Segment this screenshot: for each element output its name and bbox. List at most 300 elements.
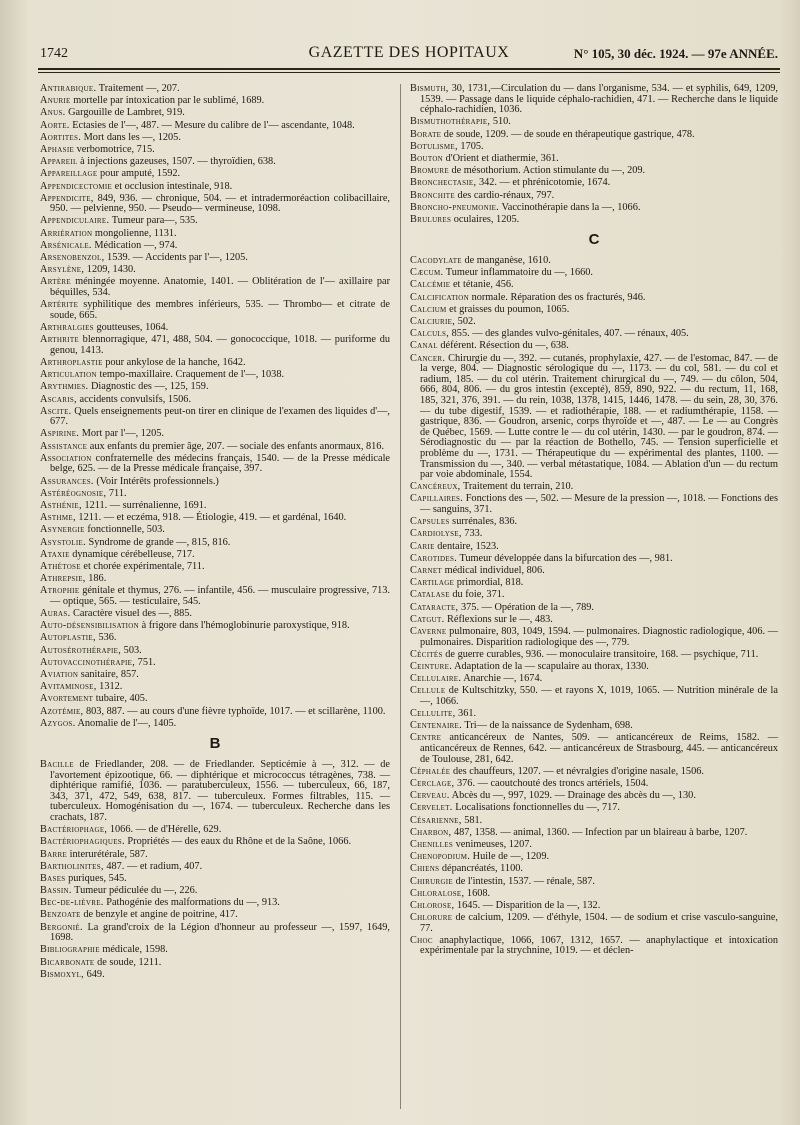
index-entry: [410, 268, 778, 279]
index-keyword: Bismoxyl,: [40, 968, 85, 980]
index-keyword: Calculs,: [410, 328, 450, 340]
index-references: 581.: [461, 814, 483, 826]
index-keyword: Aorte.: [40, 119, 70, 131]
index-keyword: Cécités: [410, 648, 443, 660]
index-keyword: Association: [40, 452, 92, 464]
index-entry: [40, 970, 390, 981]
index-entry: [40, 253, 390, 264]
index-entry: [40, 182, 390, 193]
index-keyword: Bactériophagiques.: [40, 836, 125, 848]
index-keyword: Borate: [410, 128, 442, 140]
index-references: venimeuses, 1207.: [453, 838, 532, 850]
column-divider: [400, 84, 401, 1109]
index-keyword: Cancer.: [410, 352, 446, 364]
index-entry: [40, 216, 390, 227]
index-keyword: Centre: [410, 732, 442, 744]
index-entry: [40, 370, 390, 381]
index-keyword: Bicarbonate: [40, 956, 95, 968]
index-keyword: Cataracte,: [410, 601, 459, 613]
index-keyword: Bassin.: [40, 885, 72, 897]
index-keyword: Calcification: [410, 291, 469, 303]
index-keyword: Auras.: [40, 608, 71, 620]
index-keyword: Cellulite,: [410, 708, 456, 720]
index-entry: [410, 936, 778, 957]
index-entry: [40, 157, 390, 168]
index-keyword: Aphasie: [40, 143, 75, 155]
page-number: 1742: [40, 46, 68, 61]
index-references: 1211. — surrénalienne, 1691.: [81, 500, 207, 511]
index-references: Diagnostic des —, 125, 159.: [88, 381, 209, 393]
index-references: (Voir Intérêts professionnels.): [93, 475, 219, 487]
index-entry: [40, 358, 390, 369]
index-entry: [410, 142, 778, 153]
index-references: 751.: [135, 656, 156, 668]
index-entry: [40, 96, 390, 107]
index-references: 487. — et radium, 407.: [103, 860, 203, 872]
index-entry: [410, 117, 778, 128]
index-references: 849, 936. — chronique, 504. — et intradermoréaction colibacillaire, 950. — pelvienne, 950. — Pseudo— vermineuse, 1098.: [50, 192, 390, 215]
index-keyword: Cardiolyse,: [410, 528, 462, 540]
index-keyword: Carnet: [410, 565, 442, 576]
index-keyword: Autosérothérapie,: [40, 644, 122, 656]
index-column-right: [410, 84, 778, 959]
index-entry: [410, 542, 778, 553]
index-entry: [410, 84, 778, 116]
index-references: pour ankylose de la hanche, 1642.: [102, 356, 246, 368]
index-references: de mésothorium. Action stimulante du —, 209.: [448, 165, 646, 177]
index-keyword: Bismuthothérapie,: [410, 116, 491, 128]
index-entry: [410, 305, 778, 316]
index-keyword: Assistance: [40, 440, 88, 452]
index-references: des cardio-rénaux, 797.: [454, 189, 555, 201]
index-keyword: Catalase: [410, 589, 450, 601]
index-references: 1066. — de d'Hérelle, 629.: [107, 824, 222, 836]
index-keyword: Brulures: [410, 213, 452, 225]
index-entry: [410, 889, 778, 900]
index-entry: [40, 335, 390, 356]
index-keyword: Avitaminose,: [40, 681, 97, 693]
index-references: 1312.: [96, 681, 123, 693]
index-keyword: Césarienne,: [410, 814, 462, 826]
index-references: sanitaire, 857.: [78, 669, 139, 681]
index-entry: [410, 767, 778, 778]
index-references: pour amputé, 1592.: [97, 168, 181, 180]
index-keyword: Assurances.: [40, 475, 94, 487]
index-references: Fonctions des —, 502. — Mesure de la pression —, 1018. — Fonctions des — sanguins, 371.: [420, 493, 778, 516]
index-keyword: Asthme,: [40, 512, 76, 524]
index-entry: [410, 517, 778, 528]
index-keyword: Bactériophage,: [40, 824, 108, 836]
index-entry: [410, 913, 778, 934]
index-entry: [410, 603, 778, 614]
index-references: de calcium, 1209. — d'éthyle, 1504. — de sodium et crise vasculo-sanguine, 77.: [420, 912, 778, 934]
index-references: 1705.: [457, 140, 484, 152]
index-keyword: Bartholinites,: [40, 860, 104, 872]
index-entry: [40, 621, 390, 632]
index-entry: [410, 354, 778, 481]
index-entry: [40, 169, 390, 180]
index-references: Quels enseignements peut-on tirer en clinique de l'examen des liquides d'—, 677.: [50, 405, 390, 428]
index-entry: [40, 395, 390, 406]
index-references: anticancéreux de Nantes, 509. — anticancéreux de Reims, 1582. — anticancéreux de Rennes, 642. — anticancéreux de Strasbourg, 445. — anticancéreux de Toulouse, 281, 642.: [420, 732, 778, 765]
index-keyword: Appendicite,: [40, 192, 94, 204]
index-keyword: Arsenobenzol,: [40, 252, 105, 264]
index-references: 536.: [95, 632, 117, 644]
index-references: Tumeur pédiculée du —, 226.: [71, 885, 198, 897]
index-keyword: Calcémie: [410, 279, 451, 291]
index-references: Réflexions sur le —, 483.: [444, 613, 553, 625]
index-references: 510.: [490, 116, 511, 128]
index-references: Tumeur développée dans la bifurcation des —, 981.: [457, 552, 673, 564]
index-keyword: Autovaccinothérapie,: [40, 656, 136, 668]
index-entry: [410, 317, 778, 328]
index-references: Syndrome de grande —, 815, 816.: [85, 536, 231, 548]
index-keyword: Capillaires.: [410, 493, 464, 505]
index-keyword: Canal: [410, 340, 438, 352]
index-keyword: Antirabique.: [40, 83, 97, 94]
header-rule-thin: [38, 72, 780, 73]
index-references: de benzyle et angine de poitrine, 417.: [80, 909, 238, 921]
index-entry: [410, 828, 778, 839]
index-references: Localisations fonctionnelles du —, 717.: [452, 802, 620, 814]
index-references: aux enfants du premier âge, 207. — sociale des enfants anormaux, 816.: [87, 440, 385, 452]
index-references: à frigore dans l'hémoglobinurie paroxystique, 918.: [139, 620, 350, 632]
index-entry: [40, 825, 390, 836]
index-references: tubaire, 405.: [93, 693, 148, 705]
index-entry: [410, 256, 778, 267]
index-entry: [410, 178, 778, 189]
index-entry: [410, 615, 778, 626]
index-references: du foie, 371.: [449, 589, 505, 601]
index-entry: [410, 864, 778, 875]
index-entry: [40, 923, 390, 944]
index-keyword: Bismuth,: [410, 83, 449, 94]
index-keyword: Bronchite: [410, 189, 455, 201]
index-entry: [40, 477, 390, 488]
index-references: et occlusion intestinale, 918.: [112, 180, 233, 192]
index-keyword: Chlorose,: [410, 899, 455, 911]
index-references: Mort dans les —, 1205.: [81, 131, 181, 143]
index-references: Caractère visuel des —, 885.: [70, 608, 193, 620]
index-keyword: Calcium: [410, 303, 447, 315]
index-keyword: Cancéreux,: [410, 481, 461, 493]
index-references: de Friedlander, 208. — de Friedlander. Septicémie à —, 312. — de l'avortement épizootique, 66. — diphtérique et micrococcus tétragènes, 738. — diphtérique ramifié, 1036. — paratuberculeux, 1556. — tuberculeux, 66, 187, 343, 371, 472, 549, 638, 817. — tuberculeux. Formes filtrables, 115. — tuberculeux. Homogénisation du —, 1674. — tuberculeux. Recherche dans les crachats, 187.: [50, 758, 390, 823]
index-keyword: Chloralose,: [410, 887, 465, 899]
index-entry: [40, 646, 390, 657]
index-references: syphilitique des membres inférieurs, 535. — Thrombo— et citrate de soude, 665.: [50, 299, 390, 321]
index-references: confraternelle des médecins français, 1540. — de la Presse médicale belge, 625. — de la Presse médicale française, 397.: [50, 452, 390, 475]
index-references: 376. — caoutchouté des troncs artériels, 1504.: [454, 778, 649, 789]
index-entry: [40, 760, 390, 824]
index-keyword: Anus.: [40, 107, 66, 119]
index-keyword: Benzoate: [40, 909, 81, 921]
index-keyword: Bouton: [410, 152, 444, 164]
index-entry: [410, 721, 778, 732]
index-references: puriques, 545.: [65, 872, 127, 884]
index-references: et graisses du poumon, 1065.: [446, 303, 570, 315]
issue-info: N° 105, 30 déc. 1924. — 97e ANNÉE.: [573, 46, 778, 61]
index-keyword: Broncho-pneumonie.: [410, 201, 500, 213]
index-keyword: Azotémie,: [40, 705, 84, 717]
index-keyword: Centenaire.: [410, 720, 463, 732]
index-keyword: Cervelet.: [410, 802, 453, 814]
index-keyword: Bec-de-lièvre.: [40, 897, 104, 909]
index-keyword: Ataxie: [40, 548, 70, 560]
index-references: 711.: [106, 487, 127, 499]
index-keyword: Bergonié.: [40, 921, 83, 933]
index-references: dynamique cérébelleuse, 717.: [69, 548, 195, 560]
index-keyword: Cæcum.: [410, 267, 444, 279]
index-keyword: Aortites.: [40, 131, 82, 143]
index-references: 375. — Opération de la —, 789.: [458, 601, 594, 613]
index-keyword: Bases: [40, 872, 66, 884]
index-entry: [410, 816, 778, 827]
index-entry: [40, 694, 390, 705]
journal-title: GAZETTE DES HOPITAUX: [308, 44, 510, 61]
index-keyword: Cellulaire.: [410, 673, 462, 685]
index-references: mortelle par intoxication par le sublimé, 1689.: [70, 95, 265, 107]
index-entry: [40, 454, 390, 475]
index-keyword: Aspirine.: [40, 428, 80, 440]
index-references: La grand'croix de la Légion d'honneur au professeur —, 1597, 1649, 1698.: [50, 921, 390, 944]
index-references: Chirurgie du —, 392. — cutanés, prophylaxie, 427. — de l'estomac, 847. — de la verge, 804. — Diagnostic sérologique du —, 1173. — du col, 581. — du col et radium, 185. — du col utérin. Traitement chirurgical du —, 749. — du côlon, 504, 666, 804, 806. — du gros intestin (excepté), 859, 890, 922. — du rectum, 11, 168, 185, 321, 376, 391. — du rein, 1038, 1378, 1415, 1446, 1478. — du sein, 28, 30, 376. — du tube digestif, 1539. — et radiothérapie, 188. — et radiumthérapie, 1158. — gastrique, 836. — Goudron, arsenic, corps thyroïde et —, 487. — Le — au Congrès de Québec, 1569. — Lutte contre le — du col utérin, 1430. — par le goudron, 874. — Sérodiagnostic du — par la réaction de Bothello, 745. — Tension superficielle et problème du —, 1731. — Thérapeutique du — expérimental des plantes, 1100. — Transmission du —, 340. — verbal métastatique, 1084. — Ablation d'un — du rectum par voie abdominale, 1554.: [420, 352, 778, 481]
index-keyword: Auto-désensibilisation: [40, 620, 140, 632]
index-entry: [410, 280, 778, 291]
index-references: 30, 1731,—Circulation du — dans l'organisme, 534. — et syphilis, 649, 1209, 1539. — Passage dans le liquide céphalo-rachidien, 471. — Recherche dans le liquide céphalo-rachidien, 1036.: [420, 83, 778, 116]
index-entry: [40, 229, 390, 240]
index-entry: [410, 341, 778, 352]
index-entry: [410, 590, 778, 601]
index-references: Huile de —, 1209.: [470, 851, 550, 863]
index-entry: [40, 133, 390, 144]
index-references: Médication —, 974.: [91, 239, 178, 251]
index-keyword: Aviation: [40, 669, 79, 681]
index-keyword: Articulation: [40, 369, 97, 381]
index-references: tempo-maxillaire. Craquement de l'—, 1038.: [96, 369, 285, 381]
index-entry: [40, 442, 390, 453]
index-entry: [40, 407, 390, 428]
index-keyword: Arsylène,: [40, 264, 85, 276]
index-entry: [40, 323, 390, 334]
index-keyword: Chirurgie: [410, 875, 454, 887]
index-entry: [40, 525, 390, 536]
index-entry: [410, 840, 778, 851]
index-references: accidents convulsifs, 1506.: [76, 393, 192, 405]
index-references: Propriétés — des eaux du Rhône et de la Saône, 1066.: [124, 836, 352, 848]
index-keyword: Arthralgies: [40, 321, 94, 333]
index-keyword: Calciurie,: [410, 316, 456, 327]
index-keyword: Catgut.: [410, 613, 445, 625]
index-entry: [410, 166, 778, 177]
index-keyword: Asthénie,: [40, 500, 82, 511]
index-references: Mort par l'—, 1205.: [79, 428, 164, 440]
index-entry: [410, 877, 778, 888]
index-references: normale. Réparation des os fracturés, 946.: [469, 291, 646, 303]
index-references: primordial, 818.: [454, 577, 524, 589]
index-references: des chauffeurs, 1207. — et névralgies d'origine nasale, 1506.: [450, 765, 704, 777]
index-entry: [410, 130, 778, 141]
index-entry: [40, 300, 390, 321]
index-references: Anarchie —, 1674.: [461, 673, 543, 685]
index-references: de Kultschitzky, 550. — et rayons X, 1019, 1065. — Nutrition minérale de la —, 1066.: [420, 685, 778, 707]
index-entry: [410, 293, 778, 304]
index-keyword: Cartilage: [410, 577, 455, 589]
index-entry: [410, 674, 778, 685]
index-entry: [40, 429, 390, 440]
index-entry: [410, 554, 778, 565]
index-references: Pathogénie des malformations du —, 913.: [103, 897, 280, 909]
index-entry: [410, 662, 778, 673]
index-keyword: Caverne: [410, 625, 447, 637]
index-references: 803, 887. — au cours d'une fièvre typhoïde, 1017. — et scillarène, 1100.: [83, 705, 386, 717]
index-keyword: Cerveau.: [410, 790, 450, 802]
index-keyword: Appareillage: [40, 168, 98, 180]
header-rule: [38, 68, 780, 70]
index-references: 649.: [84, 968, 105, 980]
index-entry: [40, 538, 390, 549]
index-entry: [40, 886, 390, 897]
index-entry: [410, 578, 778, 589]
index-keyword: Anurie: [40, 95, 71, 107]
index-references: médicale, 1598.: [99, 944, 168, 956]
index-entry: [40, 874, 390, 885]
index-entry: [410, 191, 778, 202]
index-entry: [410, 733, 778, 765]
index-keyword: Appendicectomie: [40, 180, 113, 192]
index-keyword: Chenopodium.: [410, 851, 471, 863]
index-references: dentaire, 1523.: [434, 540, 499, 552]
index-keyword: Appendiculaire.: [40, 215, 110, 227]
index-entry: [40, 194, 390, 215]
index-entry: [40, 633, 390, 644]
index-references: dépancréatés, 1100.: [439, 863, 523, 875]
index-entry: [40, 945, 390, 956]
index-references: de manganèse, 1610.: [461, 255, 551, 267]
index-references: 503.: [121, 644, 142, 656]
index-keyword: Chlorure: [410, 912, 453, 924]
index-references: d'Orient et diathermie, 361.: [443, 152, 559, 164]
index-keyword: Céphalée: [410, 765, 451, 777]
index-entry: [40, 108, 390, 119]
index-references: et tétanie, 456.: [450, 279, 514, 291]
index-keyword: Carotides.: [410, 552, 458, 564]
index-entry: [410, 329, 778, 340]
index-references: 487, 1358. — animal, 1360. — Infection par un blaireau à barbe, 1207.: [451, 826, 748, 838]
index-references: et chorée expérimentale, 711.: [80, 560, 205, 572]
index-keyword: Avortement: [40, 693, 94, 705]
index-keyword: Athrepsie,: [40, 573, 86, 585]
index-entry: [40, 862, 390, 873]
index-keyword: Ascite.: [40, 405, 72, 417]
index-references: Traitement du terrain, 210.: [460, 481, 574, 493]
index-references: génitale et thymus, 276. — infantile, 456. — musculaire progressive, 713. — optique, 565. — testiculaire, 545.: [50, 585, 390, 607]
index-references: de l'intestin, 1537. — rénale, 587.: [453, 875, 595, 887]
index-entry: [40, 513, 390, 524]
index-references: de guerre curables, 936. — monoculaire transitoire, 168. — psychique, 711.: [442, 648, 759, 660]
index-references: verbomotrice, 715.: [74, 143, 155, 155]
index-entry: [40, 241, 390, 252]
index-keyword: Artère: [40, 276, 71, 288]
index-keyword: Bibliographie: [40, 944, 100, 956]
index-keyword: Bacille: [40, 758, 74, 770]
index-references: 1608.: [464, 887, 491, 899]
index-keyword: Barre: [40, 848, 68, 860]
index-references: méningée moyenne. Anatomie, 1401. — Oblitération de l'— axillaire par béquilles, 534.: [50, 276, 390, 298]
index-entry: [40, 609, 390, 620]
index-entry: [410, 215, 778, 226]
index-entry: [410, 154, 778, 165]
index-keyword: Athétose: [40, 560, 81, 572]
index-entry: [410, 566, 778, 577]
index-entry: [40, 658, 390, 669]
index-entry: [40, 84, 390, 95]
index-references: Gargouille de Lambret, 919.: [65, 107, 185, 119]
index-keyword: Cacodylate: [410, 255, 462, 267]
index-keyword: Arriération: [40, 227, 93, 239]
index-entry: [410, 203, 778, 214]
index-references: de soude, 1209. — de soude en thérapeutique gastrique, 478.: [441, 128, 695, 140]
index-entry: [40, 586, 390, 607]
index-references: 361.: [455, 708, 477, 720]
index-entry: [410, 852, 778, 863]
index-references: 502.: [455, 316, 476, 327]
index-keyword: Appareil: [40, 156, 78, 168]
page-header: [40, 44, 778, 68]
index-keyword: Ceinture.: [410, 660, 453, 672]
index-references: Tumeur inflammatoire du —, 1660.: [443, 267, 594, 279]
index-entry: [410, 529, 778, 540]
index-keyword: Bronchectasie,: [410, 177, 477, 189]
index-references: 733.: [461, 528, 483, 540]
index-entry: [40, 562, 390, 573]
index-entry: [410, 686, 778, 707]
index-references: 855. — des glandes vulvo-génitales, 407. — rénaux, 405.: [449, 328, 689, 340]
index-entry: [410, 709, 778, 720]
index-references: à injections gazeuses, 1507. — thyroïdien, 638.: [77, 156, 276, 168]
index-entry: [410, 482, 778, 493]
index-references: blennorragique, 471, 488, 504. — gonococcique, 1018. — puriforme du genou, 1413.: [50, 334, 390, 356]
index-entry: [40, 277, 390, 298]
index-keyword: Asystolie.: [40, 536, 86, 548]
index-entry: [40, 670, 390, 681]
index-references: anaphylactique, 1066, 1067, 1312, 1657. — anaphylactique et intoxication expérimentale par la strychnine, 1019. — et déclen-: [420, 934, 778, 957]
index-entry: [40, 707, 390, 718]
index-references: interurétérale, 587.: [67, 848, 148, 860]
index-column-left: [40, 84, 390, 982]
index-entry: [40, 501, 390, 512]
index-entry: [410, 901, 778, 912]
index-keyword: Azygos.: [40, 717, 76, 729]
index-entry: [40, 265, 390, 276]
index-references: 342. — et phrénicotomie, 1674.: [476, 177, 611, 189]
index-references: pulmonaire, 803, 1049, 1594. — pulmonaires. Diagnostic radiologique, 406. — pulmonaires. Disparition radiologique des —, 779.: [420, 625, 778, 648]
index-entry: [410, 627, 778, 648]
index-references: Tri— de la naissance de Sydenham, 698.: [462, 720, 633, 732]
index-keyword: Artérite: [40, 299, 79, 311]
section-letter: B: [209, 735, 221, 753]
index-entry: [40, 121, 390, 132]
index-entry: [40, 574, 390, 585]
index-entry: [410, 803, 778, 814]
index-entry: [40, 489, 390, 500]
index-keyword: Botulisme,: [410, 140, 458, 152]
index-keyword: Asynergie: [40, 524, 85, 536]
index-keyword: Astéréognosie,: [40, 487, 107, 499]
index-entry: [410, 650, 778, 661]
index-references: surrénales, 836.: [449, 516, 518, 528]
index-references: Tumeur para—, 535.: [109, 215, 198, 227]
index-keyword: Cellule: [410, 685, 446, 697]
